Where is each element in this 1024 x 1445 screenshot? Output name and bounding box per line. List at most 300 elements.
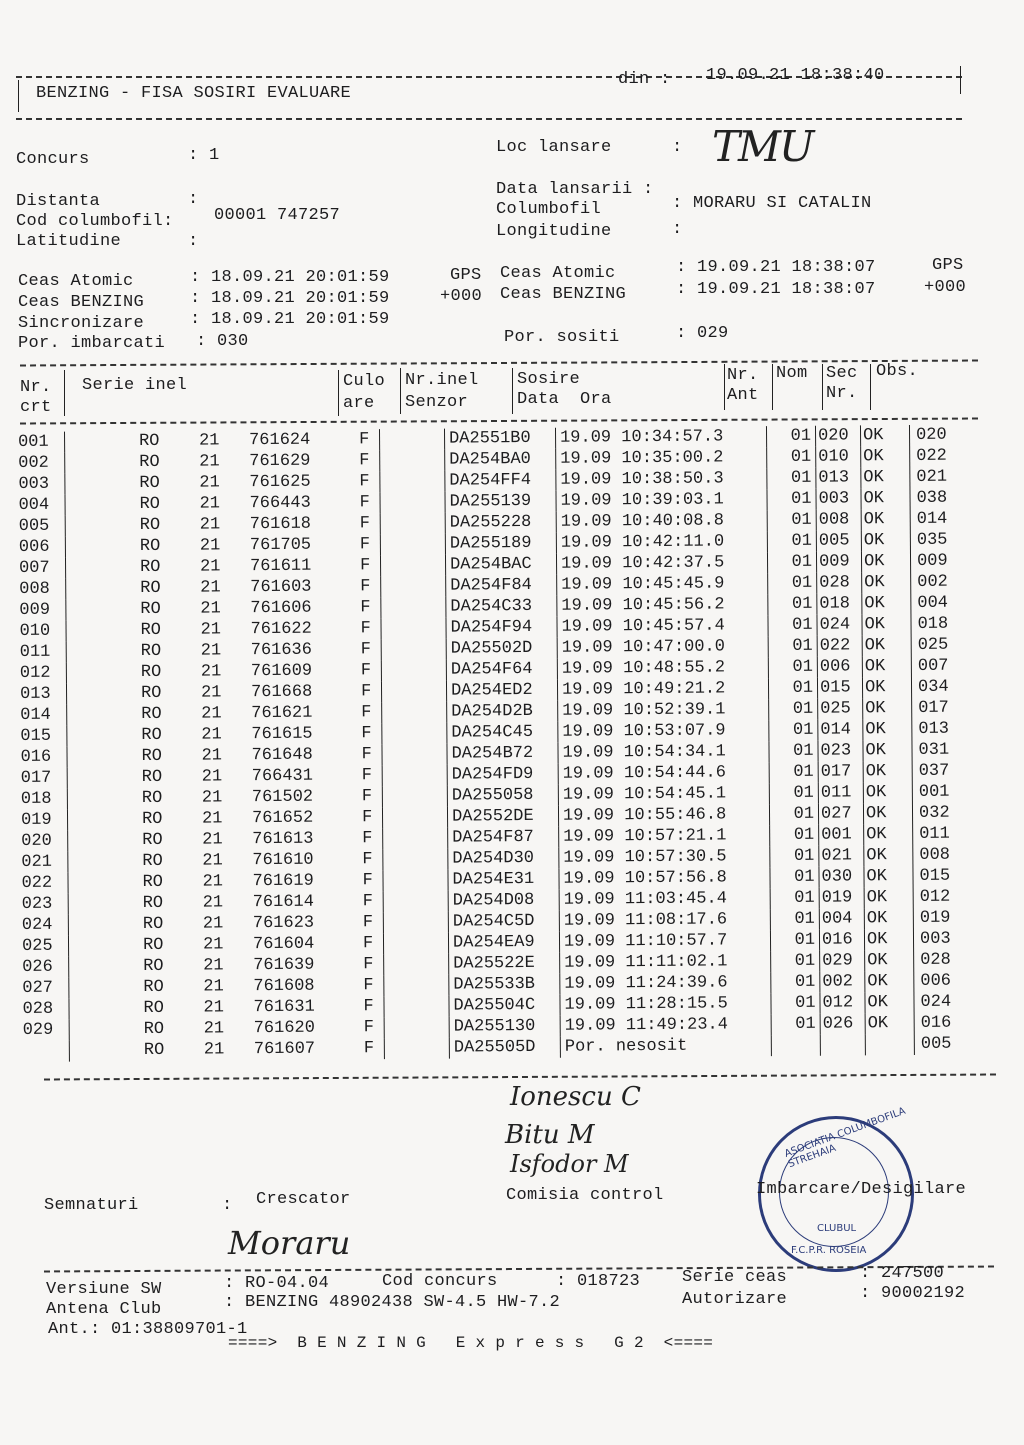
ring-number: 761619 [252, 871, 314, 892]
cell-obs: 031 [918, 740, 950, 760]
ring-country: RO [141, 746, 163, 767]
header-divider [400, 368, 401, 414]
din-label: din : [618, 70, 671, 89]
serie-ceas-label: Serie ceas [682, 1268, 788, 1287]
cell-senzor: DA2551B0 [444, 428, 555, 450]
antenna-id: Ant.: 01:38809701-1 [48, 1320, 248, 1339]
cell-senzor: DA254FF4 [445, 470, 556, 492]
versiune-sw-label: Versiune SW [46, 1280, 162, 1299]
ring-number: 761621 [251, 703, 313, 724]
cell-sec: OK [863, 761, 912, 782]
cell-sec: OK [864, 866, 913, 887]
ring-year: 21 [199, 494, 221, 514]
cell-senzor: DA254ED2 [446, 680, 557, 702]
ring-year: 21 [203, 998, 225, 1018]
ring-number: 761668 [250, 682, 313, 703]
ring-year: 21 [202, 872, 224, 892]
ring-year: 21 [200, 578, 221, 598]
header-bottom-border [16, 118, 962, 120]
cell-nr-crt: 025 [22, 936, 69, 957]
ring-country: RO [142, 893, 164, 914]
ring-sex: F [359, 451, 370, 471]
cell-nom: 018 [817, 593, 862, 614]
cell-sec: OK [864, 845, 913, 866]
cell-serie-inel [64, 429, 379, 452]
ring-sex: F [358, 430, 370, 450]
cell-nr-crt: 005 [19, 516, 66, 537]
ceas-atomic-right-value: : 19.09.21 18:38:07 [676, 258, 876, 277]
cell-sosire: 19.09 10:52:39.1 [558, 699, 769, 722]
ring-country: RO [139, 494, 161, 515]
cell-senzor: DA254C5D [448, 911, 559, 933]
ring-year: 21 [202, 851, 223, 871]
cell-nr-crt: 016 [20, 747, 67, 768]
ceas-atomic-suffix: GPS [450, 266, 482, 285]
cell-nr-ant: 01 [771, 993, 820, 1014]
cell-sec: OK [861, 530, 910, 551]
ring-country: RO [142, 914, 164, 935]
ceas-benzing-suffix: +000 [440, 287, 483, 306]
cell-nr-ant: 01 [769, 720, 818, 741]
cell-nr-ant: 01 [769, 762, 818, 783]
imbarcare-desigilare-label: Imbarcare/Desigilare [756, 1180, 967, 1199]
ring-number: 761622 [250, 619, 312, 640]
cell-nr-crt: 007 [19, 558, 66, 579]
ring-country: RO [139, 431, 160, 452]
cell-nr-crt: 001 [18, 432, 65, 453]
ring-number: 761639 [253, 955, 315, 976]
ring-year: 21 [200, 641, 222, 661]
cell-serie-inel [67, 765, 382, 788]
cell-serie-inel [65, 450, 380, 473]
cell-obs: 005 [920, 1034, 952, 1054]
antena-club-label: Antena Club [46, 1300, 162, 1319]
ring-sex: F [363, 1039, 375, 1059]
cell-obs: 015 [919, 866, 951, 886]
ring-sex: F [363, 1018, 374, 1038]
cell-sosire: 19.09 10:45:57.4 [557, 615, 768, 638]
cell-nr-ant: 01 [767, 447, 816, 468]
cell-sec: OK [861, 467, 910, 488]
cell-serie-inel [69, 1017, 384, 1040]
ring-country: RO [142, 935, 164, 956]
cell-nr-crt: 014 [20, 705, 67, 726]
ring-country: RO [143, 998, 165, 1019]
cell-serie-inel [65, 513, 380, 536]
ceas-atomic-value: : 18.09.21 20:01:59 [190, 268, 390, 287]
cell-serie-inel [65, 534, 380, 557]
ring-year: 21 [202, 935, 224, 955]
cell-nr-ant: 01 [768, 636, 817, 657]
cell-senzor: DA2552DE [447, 806, 558, 828]
ring-year: 21 [199, 557, 221, 577]
cell-nr-ant: 01 [770, 888, 819, 909]
cell-senzor: DA254B72 [447, 743, 558, 765]
crescator-label: Crescator [256, 1190, 351, 1209]
semnaturi-label: Semnaturi [44, 1196, 139, 1215]
col-header-culoare: Culo [343, 372, 386, 391]
distanta-value: : [188, 190, 199, 209]
cell-culoare [384, 954, 449, 976]
cell-senzor: DA25522E [449, 953, 560, 975]
cell-culoare [382, 723, 447, 745]
cell-sosire: 19.09 10:55:46.8 [558, 804, 769, 827]
por-imbarcati-value: : 030 [196, 332, 249, 351]
cell-nr-ant: 01 [771, 1014, 820, 1035]
cell-sec: OK [865, 1013, 914, 1034]
cell-nr-ant: 01 [767, 489, 816, 510]
ring-year: 21 [199, 536, 221, 556]
cell-obs: 006 [920, 971, 952, 991]
ring-country: RO [140, 578, 161, 599]
ring-sex: F [361, 808, 373, 828]
cell-nr-crt: 026 [22, 957, 69, 978]
cell-culoare [382, 744, 447, 766]
ring-number: 761613 [252, 829, 314, 850]
cell-senzor: DA254BA0 [445, 449, 556, 471]
cell-sosire: 19.09 11:10:57.7 [559, 930, 770, 953]
cell-obs: 007 [917, 656, 949, 676]
header-divider [724, 364, 725, 410]
cell-serie-inel [68, 849, 383, 872]
ring-sex: F [362, 871, 373, 891]
ring-sex: F [362, 934, 374, 954]
commission-signature-2: Bitu M [505, 1120, 595, 1150]
ring-number: 761636 [250, 640, 313, 661]
cell-nom: 028 [817, 572, 862, 593]
cell-culoare [383, 870, 448, 892]
cell-senzor: DA255130 [449, 1016, 560, 1038]
columbofil-value: : MORARU SI CATALIN [672, 194, 872, 213]
por-imbarcati-label: Por. imbarcati [18, 334, 166, 353]
cell-nom: 013 [816, 467, 861, 488]
document-title: BENZING - FISA SOSIRI EVALUARE [36, 84, 352, 103]
cell-obs: 008 [919, 845, 951, 865]
ring-country: RO [139, 536, 161, 557]
ring-year: 21 [200, 683, 222, 703]
cell-serie-inel [66, 660, 381, 683]
cell-nom: 014 [818, 719, 863, 740]
cell-serie-inel [68, 933, 383, 956]
ring-sex: F [361, 703, 372, 723]
cell-senzor: DA255058 [447, 785, 558, 807]
ceas-benzing-label: Ceas BENZING [18, 293, 145, 312]
col-header-sosire-2: Data Ora [517, 390, 612, 409]
crescator-signature: Moraru [228, 1224, 351, 1262]
ring-sex: F [360, 640, 371, 660]
cell-serie-inel [66, 639, 381, 662]
cell-serie-inel [68, 891, 383, 914]
ring-year: 21 [199, 473, 220, 493]
cell-sosire: 19.09 10:57:56.8 [559, 867, 770, 890]
cell-serie-inel [66, 618, 381, 641]
col-header-nom: Nom [776, 364, 808, 383]
ring-sex: F [360, 682, 372, 702]
ring-country: RO [142, 830, 163, 851]
cell-nom: 027 [818, 803, 863, 824]
cell-obs: 028 [920, 950, 951, 970]
cell-nom: 021 [819, 845, 864, 866]
ring-sex: F [361, 787, 373, 807]
ring-country: RO [142, 851, 163, 872]
cell-nr-ant [771, 1035, 820, 1056]
versiune-sw-value: : RO-04.04 [224, 1274, 330, 1293]
cell-nom: 001 [819, 824, 864, 845]
concurs-label: Concurs [16, 150, 90, 169]
cell-nr-ant: 01 [769, 783, 818, 804]
cell-senzor: DA255228 [445, 512, 556, 534]
ring-sex: F [363, 955, 374, 975]
cell-nom: 004 [819, 908, 864, 929]
col-header-nr-ant-2: Ant [727, 386, 759, 405]
cell-obs: 014 [916, 509, 948, 529]
semnaturi-sep: : [222, 1196, 233, 1215]
ring-number: 766431 [251, 766, 314, 787]
cell-obs: 019 [919, 908, 951, 928]
cell-sec [865, 1034, 914, 1055]
cell-serie-inel [66, 597, 381, 620]
cell-nom: 003 [816, 488, 861, 509]
cell-nr-ant: 01 [770, 867, 819, 888]
cell-obs: 003 [919, 929, 951, 949]
cell-serie-inel [69, 1038, 384, 1061]
cell-sec: OK [862, 656, 911, 677]
ring-year: 21 [201, 725, 222, 745]
ring-country: RO [141, 725, 162, 746]
ring-number: 761502 [251, 787, 314, 808]
cell-nr-crt: 022 [21, 873, 68, 894]
table-header-bottom-border [20, 417, 978, 424]
cell-nr-ant: 01 [769, 699, 818, 720]
cell-serie-inel [69, 996, 384, 1019]
cell-culoare [382, 765, 447, 787]
cell-sec: OK [861, 509, 910, 530]
ring-number: 761609 [250, 661, 313, 682]
cell-nom: 011 [818, 782, 863, 803]
cod-columbofil-value: 00001 747257 [214, 206, 341, 225]
ring-year: 21 [199, 452, 220, 472]
distanta-label: Distanta [16, 192, 101, 211]
cell-nom: 017 [818, 761, 863, 782]
ceas-atomic-label: Ceas Atomic [18, 272, 134, 291]
ring-year: 21 [201, 809, 223, 829]
cell-senzor: DA25504C [449, 995, 560, 1017]
cell-culoare [382, 786, 447, 808]
cell-sec: OK [862, 614, 911, 635]
columbofil-label: Columbofil [496, 200, 602, 219]
ceas-atomic-right-label: Ceas Atomic [500, 264, 616, 283]
cell-sec: OK [863, 719, 912, 740]
cell-sec: OK [862, 635, 911, 656]
cell-senzor: DA254F94 [446, 617, 557, 639]
cell-sec: OK [863, 740, 912, 761]
ring-country: RO [140, 662, 162, 683]
ring-year: 21 [199, 431, 220, 451]
ceas-atomic-right-suffix: GPS [932, 256, 964, 275]
cell-serie-inel [66, 576, 381, 599]
ring-country: RO [139, 515, 161, 536]
cell-nom: 009 [816, 551, 861, 572]
cell-culoare [380, 555, 445, 577]
cell-nom: 022 [817, 635, 862, 656]
cod-concurs-label: Cod concurs [382, 1272, 498, 1291]
cell-nom: 025 [818, 698, 863, 719]
cell-nr-crt: 002 [18, 453, 65, 474]
cell-sosire: 19.09 10:54:34.1 [558, 741, 769, 764]
cell-sec: OK [862, 593, 911, 614]
cell-obs: 011 [919, 824, 950, 844]
cell-nr-crt: 008 [19, 579, 66, 600]
cell-nom: 019 [819, 887, 864, 908]
brand-line: ====> B E N Z I N G E x p r e s s G 2 <==== [228, 1334, 714, 1352]
ring-country: RO [141, 704, 162, 725]
ring-country: RO [140, 641, 162, 662]
cell-nr-crt: 006 [19, 537, 66, 558]
cell-sosire: 19.09 10:57:21.1 [559, 825, 770, 848]
cell-serie-inel [68, 912, 383, 935]
cell-culoare [381, 681, 446, 703]
ring-year: 21 [203, 1019, 225, 1039]
stamp-inner-text: CLUBUL [817, 1223, 857, 1234]
sincronizare-value: : 18.09.21 20:01:59 [190, 310, 390, 329]
cell-nr-ant: 01 [768, 657, 817, 678]
cell-nr-crt: 029 [23, 1020, 70, 1041]
cell-senzor: DA254C45 [447, 722, 558, 744]
cell-serie-inel [68, 870, 383, 893]
cell-culoare [384, 975, 449, 997]
cell-nr-crt: 023 [22, 894, 69, 915]
cell-culoare [384, 1017, 449, 1039]
col-header-nr-crt: Nr. [20, 378, 52, 397]
cell-sosire: 19.09 10:45:56.2 [557, 594, 768, 617]
ring-year: 21 [203, 977, 224, 997]
cell-serie-inel [66, 681, 381, 704]
cell-nom: 030 [819, 866, 864, 887]
cell-nom [820, 1034, 865, 1055]
ring-number: 761608 [253, 976, 315, 997]
cell-sec: OK [862, 572, 911, 593]
ring-sex: F [359, 493, 370, 513]
cell-culoare [380, 534, 445, 556]
ring-number: 761625 [249, 472, 311, 493]
cell-sosire: 19.09 11:28:15.5 [560, 993, 771, 1016]
col-header-nr-ant: Nr. [727, 366, 759, 385]
table-bottom-border [44, 1074, 996, 1081]
cell-obs: 009 [916, 551, 948, 571]
ceas-benzing-right-label: Ceas BENZING [500, 285, 627, 304]
cell-sec: OK [865, 992, 914, 1013]
cell-nr-ant: 01 [769, 741, 818, 762]
cell-senzor: DA25533B [449, 974, 560, 996]
cell-nr-crt: 027 [22, 978, 69, 999]
cell-nr-ant: 01 [771, 951, 820, 972]
cell-serie-inel [65, 555, 380, 578]
comisia-control-label: Comisia control [506, 1186, 664, 1205]
ring-sex: F [359, 535, 371, 555]
cell-serie-inel [65, 471, 380, 494]
ring-year: 21 [203, 956, 224, 976]
cell-culoare [383, 933, 448, 955]
cell-nr-ant: 01 [767, 552, 816, 573]
cod-columbofil-label: Cod columbofil: [16, 212, 174, 231]
col-header-serie-inel: Serie inel [82, 376, 188, 395]
ring-country: RO [141, 809, 163, 830]
cell-obs: 002 [917, 572, 948, 592]
cell-sosire: 19.09 10:54:45.1 [558, 783, 769, 806]
header-divider [772, 364, 773, 410]
ring-sex: F [362, 850, 373, 870]
cell-sosire: 19.09 10:34:57.3 [555, 426, 766, 449]
cell-nr-crt: 020 [21, 831, 68, 852]
cell-obs: 020 [915, 425, 947, 445]
cell-obs: 016 [920, 1013, 952, 1033]
cell-culoare [383, 891, 448, 913]
cell-obs: 021 [916, 467, 948, 487]
longitudine-value: : [672, 220, 683, 239]
ring-year: 21 [202, 893, 224, 913]
ring-number: 761604 [252, 934, 315, 955]
cell-nr-crt: 028 [22, 999, 69, 1020]
ring-sex: F [363, 997, 374, 1017]
cell-senzor: DA254D2B [447, 701, 558, 723]
cell-nr-crt: 019 [21, 810, 68, 831]
col-header-nr-crt-2: crt [20, 398, 52, 417]
cell-nr-ant: 01 [768, 615, 817, 636]
ring-sex: F [360, 619, 371, 639]
cell-sosire: 19.09 10:42:37.5 [556, 552, 767, 575]
cell-sosire: 19.09 11:49:23.4 [560, 1014, 771, 1037]
ring-sex: F [360, 577, 371, 597]
cell-sosire: 19.09 10:48:55.2 [557, 657, 768, 680]
ring-year: 21 [199, 515, 221, 535]
ring-country: RO [143, 956, 164, 977]
cell-senzor: DA255139 [445, 491, 556, 513]
ring-year: 21 [201, 704, 222, 724]
cell-nom: 015 [817, 677, 862, 698]
ring-number: 761603 [250, 577, 312, 598]
ring-year: 21 [201, 746, 223, 766]
cell-nr-ant: 01 [770, 825, 819, 846]
cell-nr-crt: 017 [21, 768, 68, 789]
cell-culoare [380, 513, 445, 535]
cell-serie-inel [69, 954, 384, 977]
ring-year: 21 [202, 914, 224, 934]
cell-nom: 024 [817, 614, 862, 635]
cell-sosire: 19.09 11:24:39.6 [560, 972, 771, 995]
cell-sosire: 19.09 10:35:00.2 [556, 447, 767, 470]
cell-sec: OK [862, 677, 911, 698]
header-left-border [18, 80, 19, 112]
cell-nom: 002 [820, 971, 865, 992]
cell-senzor: DA254F64 [446, 659, 557, 681]
ring-number: 761620 [253, 1018, 315, 1039]
loc-lansare-label: Loc lansare [496, 138, 612, 157]
stamp-outer-text: ASOCIATIA COLUMBOFILA STREHAIA [783, 1105, 908, 1171]
cell-senzor: DA254D30 [448, 848, 559, 870]
cell-obs: 035 [916, 530, 948, 550]
cell-senzor: DA254F84 [446, 575, 557, 597]
cell-obs: 032 [918, 803, 950, 823]
cell-obs: 001 [918, 782, 950, 802]
ring-number: 761611 [249, 556, 312, 577]
cell-sosire: 19.09 10:42:11.0 [556, 531, 767, 554]
ring-year: 21 [203, 1040, 225, 1060]
din-timestamp: 19.09.21 18:38:40 [706, 66, 885, 85]
cell-obs: 004 [917, 593, 949, 613]
cell-senzor: DA254FD9 [447, 764, 558, 786]
cell-culoare [379, 429, 444, 451]
cell-nr-ant: 01 [767, 510, 816, 531]
